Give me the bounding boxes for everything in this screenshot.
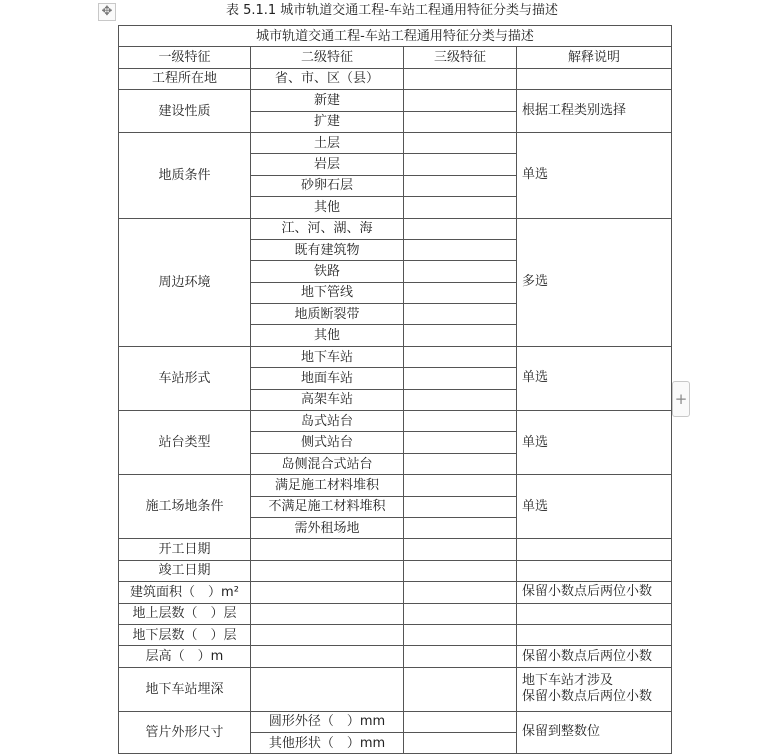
feature-level2-cell — [251, 624, 404, 645]
feature-level3-cell — [404, 282, 517, 303]
table-row — [119, 603, 672, 624]
table-row — [119, 132, 672, 153]
feature-level1-cell: 站台类型 — [119, 411, 251, 475]
feature-level3-cell — [404, 475, 517, 496]
feature-level2-cell: 需外租场地 — [251, 517, 404, 538]
feature-explain-cell: 多选 — [517, 218, 672, 346]
feature-table — [118, 25, 672, 754]
feature-explain-cell: 保留小数点后两位小数 — [517, 646, 672, 667]
feature-level3-cell — [404, 154, 517, 175]
feature-level3-cell — [404, 603, 517, 624]
feature-explain-cell — [517, 539, 672, 560]
feature-explain-cell: 单选 — [517, 346, 672, 410]
feature-level2-cell: 其他 — [251, 325, 404, 346]
table-row — [119, 218, 672, 239]
feature-level1-cell: 竣工日期 — [119, 560, 251, 581]
feature-level2-cell: 江、河、湖、海 — [251, 218, 404, 239]
feature-level2-cell: 地质断裂带 — [251, 304, 404, 325]
feature-level2-cell: 高架车站 — [251, 389, 404, 410]
feature-level3-cell — [404, 711, 517, 732]
header-level2: 二级特征 — [251, 47, 404, 68]
table-row — [119, 711, 672, 732]
feature-level3-cell — [404, 667, 517, 711]
feature-level3-cell — [404, 453, 517, 474]
feature-level2-cell: 岩层 — [251, 154, 404, 175]
table-move-handle-icon[interactable]: ✥ — [98, 3, 116, 21]
feature-level2-cell — [251, 646, 404, 667]
feature-level2-cell: 圆形外径（ ）mm — [251, 711, 404, 732]
add-row-plus-icon[interactable]: + — [672, 381, 690, 417]
feature-level3-cell — [404, 111, 517, 132]
table-row — [119, 646, 672, 667]
feature-level1-cell: 地下层数（ ）层 — [119, 624, 251, 645]
feature-level3-cell — [404, 218, 517, 239]
table-row — [119, 539, 672, 560]
feature-explain-cell: 单选 — [517, 132, 672, 218]
feature-explain-cell — [517, 68, 672, 89]
feature-level1-cell: 周边环境 — [119, 218, 251, 346]
feature-level2-cell: 岛式站台 — [251, 411, 404, 432]
header-level3: 三级特征 — [404, 47, 517, 68]
feature-level1-cell: 地质条件 — [119, 132, 251, 218]
feature-level1-cell: 开工日期 — [119, 539, 251, 560]
feature-level3-cell — [404, 239, 517, 260]
feature-explain-cell: 根据工程类别选择 — [517, 90, 672, 133]
feature-level1-cell: 管片外形尺寸 — [119, 711, 251, 754]
feature-level2-cell — [251, 560, 404, 581]
feature-level2-cell: 扩建 — [251, 111, 404, 132]
feature-level3-cell — [404, 432, 517, 453]
feature-explain-cell: 保留到整数位 — [517, 711, 672, 754]
feature-level2-cell — [251, 539, 404, 560]
feature-level2-cell — [251, 667, 404, 711]
table-row — [119, 411, 672, 432]
table-row — [119, 582, 672, 603]
feature-level3-cell — [404, 197, 517, 218]
feature-level1-cell: 地上层数（ ）层 — [119, 603, 251, 624]
feature-level3-cell — [404, 368, 517, 389]
feature-level1-cell: 地下车站埋深 — [119, 667, 251, 711]
feature-level2-cell — [251, 582, 404, 603]
feature-level3-cell — [404, 646, 517, 667]
feature-level3-cell — [404, 261, 517, 282]
table-row — [119, 624, 672, 645]
feature-level3-cell — [404, 175, 517, 196]
feature-level2-cell: 地下车站 — [251, 346, 404, 367]
feature-explain-cell: 单选 — [517, 411, 672, 475]
feature-level2-cell: 既有建筑物 — [251, 239, 404, 260]
feature-level2-cell: 满足施工材料堆积 — [251, 475, 404, 496]
feature-level3-cell — [404, 496, 517, 517]
feature-level3-cell — [404, 539, 517, 560]
feature-level2-cell — [251, 603, 404, 624]
feature-level1-cell: 车站形式 — [119, 346, 251, 410]
feature-level2-cell: 其他形状（ ）mm — [251, 732, 404, 753]
feature-level2-cell: 新建 — [251, 90, 404, 111]
feature-level1-cell: 层高（ ）m — [119, 646, 251, 667]
feature-level3-cell — [404, 132, 517, 153]
feature-level1-cell: 建设性质 — [119, 90, 251, 133]
feature-level3-cell — [404, 90, 517, 111]
feature-level2-cell: 地下管线 — [251, 282, 404, 303]
table-row — [119, 667, 672, 711]
feature-level2-cell: 铁路 — [251, 261, 404, 282]
feature-level2-cell: 不满足施工材料堆积 — [251, 496, 404, 517]
feature-level3-cell — [404, 325, 517, 346]
feature-explain-cell: 地下车站才涉及 保留小数点后两位小数 — [517, 667, 672, 711]
feature-level3-cell — [404, 346, 517, 367]
feature-level1-cell: 建筑面积（ ）m² — [119, 582, 251, 603]
feature-level2-cell: 地面车站 — [251, 368, 404, 389]
feature-explain-cell — [517, 603, 672, 624]
feature-level2-cell: 岛侧混合式站台 — [251, 453, 404, 474]
feature-explain-cell: 保留小数点后两位小数 — [517, 582, 672, 603]
header-explain: 解释说明 — [517, 47, 672, 68]
table-title: 城市轨道交通工程-车站工程通用特征分类与描述 — [119, 26, 672, 47]
feature-level2-cell: 其他 — [251, 197, 404, 218]
feature-level3-cell — [404, 411, 517, 432]
header-level1: 一级特征 — [119, 47, 251, 68]
feature-level3-cell — [404, 517, 517, 538]
feature-level3-cell — [404, 624, 517, 645]
feature-explain-cell: 单选 — [517, 475, 672, 539]
feature-level3-cell — [404, 560, 517, 581]
feature-level2-cell: 砂卵石层 — [251, 175, 404, 196]
feature-level3-cell — [404, 68, 517, 89]
feature-level1-cell: 施工场地条件 — [119, 475, 251, 539]
feature-level3-cell — [404, 582, 517, 603]
table-row — [119, 68, 672, 89]
table-row — [119, 560, 672, 581]
feature-level2-cell: 侧式站台 — [251, 432, 404, 453]
table-row — [119, 90, 672, 111]
feature-level3-cell — [404, 304, 517, 325]
feature-level2-cell: 土层 — [251, 132, 404, 153]
feature-level3-cell — [404, 389, 517, 410]
feature-explain-cell — [517, 560, 672, 581]
table-row — [119, 346, 672, 367]
table-row — [119, 475, 672, 496]
feature-level1-cell: 工程所在地 — [119, 68, 251, 89]
feature-explain-cell — [517, 624, 672, 645]
feature-level2-cell: 省、市、区（县） — [251, 68, 404, 89]
table-caption: 表 5.1.1 城市轨道交通工程-车站工程通用特征分类与描述 — [225, 3, 559, 18]
